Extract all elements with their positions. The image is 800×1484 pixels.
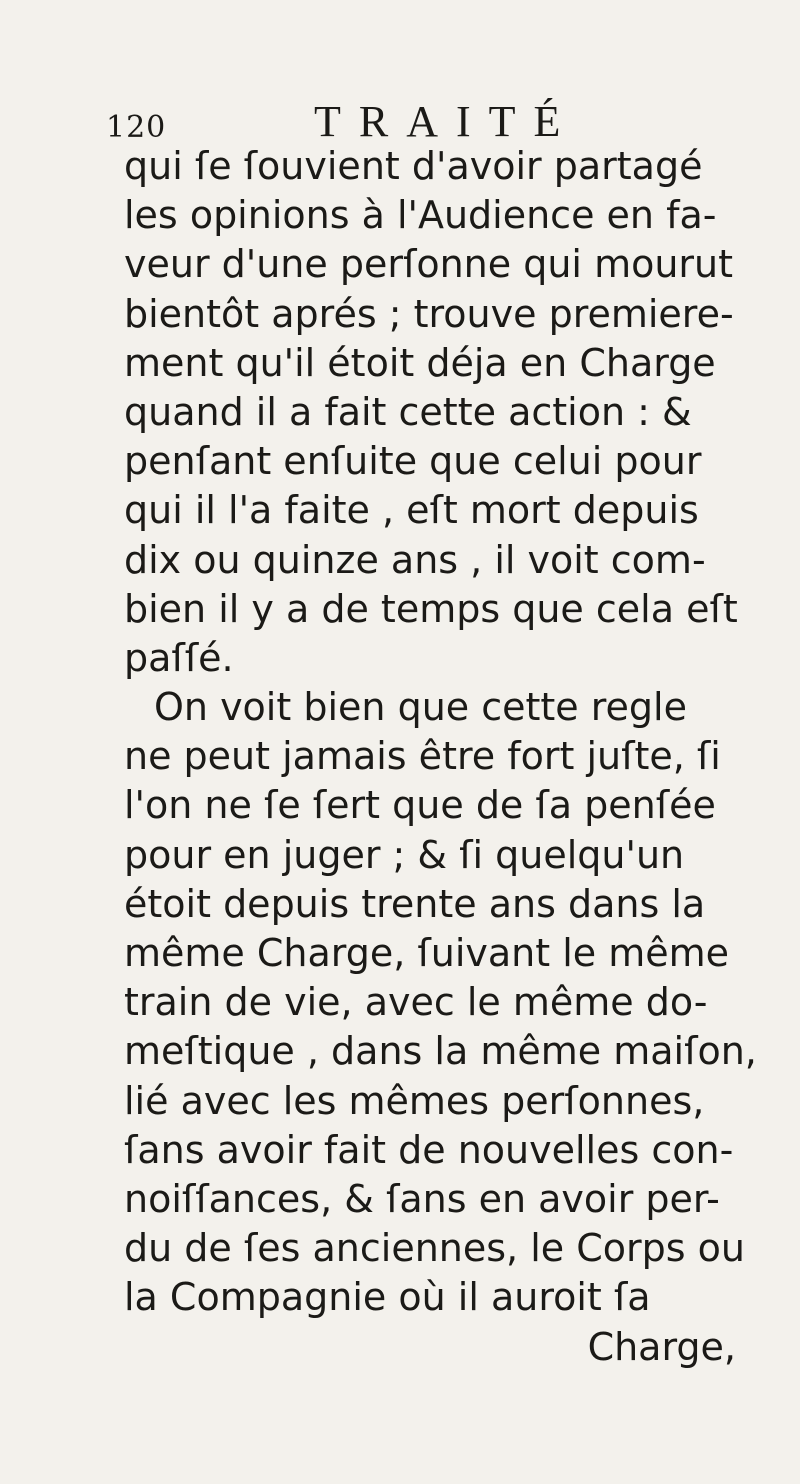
catchword: Charge, [587, 1324, 736, 1369]
text-line: quand il a fait cette action : & [124, 389, 692, 434]
text-line: ſans avoir fait de nouvelles con- [124, 1127, 734, 1172]
text-line: meſtique , dans la même maiſon, [124, 1029, 757, 1074]
text-line: ment qu'il étoit déja en Charge [124, 340, 716, 385]
text-line: lié avec les mêmes perſonnes, [124, 1078, 705, 1123]
text-line: veur d'une perſonne qui mourut [124, 242, 734, 287]
text-line: même Charge, ſuivant le même [124, 931, 730, 975]
text-line: qui ſe ſouvient d'avoir partagé [124, 144, 703, 188]
text-line: les opinions à l'Audience en fa- [124, 193, 717, 238]
text-line: penſant enſuite que celui pour [124, 439, 702, 484]
text-line: dix ou quinze ans , il voit com- [124, 537, 706, 582]
text-line: pour en juger ; & ſi quelqu'un [124, 832, 685, 877]
text-line: l'on ne ſe ſert que de ſa penſée [124, 783, 716, 828]
text-line: qui il l'a faite , eſt mort depuis [124, 488, 699, 533]
text-line: du de ſes anciennes, le Corps ou [124, 1226, 745, 1271]
text-line: paſſé. [124, 635, 234, 680]
body-text [124, 142, 768, 1372]
text-line: ne peut jamais être fort juſte, ſi [124, 734, 721, 779]
text-line: la Compagnie où il auroit ſa [124, 1275, 651, 1320]
text-line: noiſſances, & ſans en avoir per- [124, 1176, 720, 1221]
page-number: 120 [106, 110, 167, 145]
text-line: bientôt aprés ; trouve premiere- [124, 291, 734, 336]
paragraph-start-line: On voit bien que cette regle [154, 685, 687, 730]
text-line: étoit depuis trente ans dans la [124, 881, 706, 926]
text-line: bien il y a de temps que cela eſt [124, 586, 738, 631]
text-line: train de vie, avec le même do- [124, 980, 708, 1025]
running-title: TRAITÉ [314, 97, 579, 146]
